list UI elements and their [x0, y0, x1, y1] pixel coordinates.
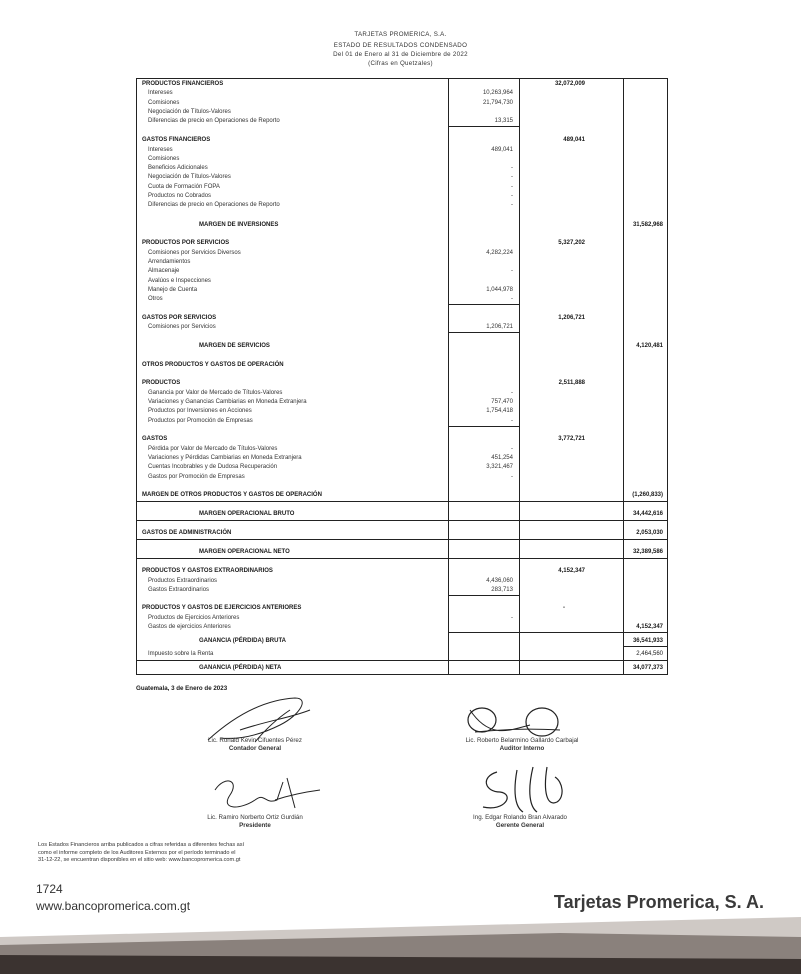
statement-period: Del 01 de Enero al 31 de Diciembre de 2022 — [333, 51, 468, 58]
signatory-role: Presidente — [239, 822, 271, 829]
statement-row: Pérdida por Valor de Mercado de Títulos-Valores - — [148, 446, 513, 452]
statement-row: Diferencias de precio en Operaciones de Reporto - — [148, 202, 513, 208]
brand-name: Tarjetas Promerica, S. A. — [553, 892, 764, 912]
income-statement-table — [136, 78, 668, 675]
statement-row: MARGEN DE INVERSIONES 31,582,968 — [199, 222, 663, 228]
signatory-role: Gerente General — [495, 822, 545, 829]
section-rule — [449, 632, 667, 633]
statement-row: Cuentas Incobrables y de Dudosa Recuperación 3,321,467 — [148, 464, 513, 470]
signature-block-presidente — [155, 814, 355, 830]
statement-row: Arrendamientos — [148, 259, 191, 265]
statement-row: Variaciones y Pérdidas Cambiarias en Moneda Extranjera 451,254 — [148, 455, 513, 461]
signatory-name: Lic. Ronald Kevin Cifuentes Pérez — [208, 737, 302, 744]
section-rule — [137, 660, 667, 661]
statement-row: PRODUCTOS Y GASTOS DE EJERCICIOS ANTERIORES - — [142, 605, 565, 611]
statement-row: PRODUCTOS 2,511,888 — [142, 380, 585, 386]
signatory-role: Auditor Interno — [499, 745, 545, 752]
subtotal-rule — [449, 126, 519, 127]
statement-row: GASTOS DE ADMINISTRACIÓN 2,053,030 — [142, 530, 663, 536]
statement-row: PRODUCTOS FINANCIEROS 32,072,009 — [142, 81, 585, 87]
statement-row: MARGEN DE OTROS PRODUCTOS Y GASTOS DE OPERACIÓN (1,260,833) — [142, 492, 663, 498]
statement-row: Almacenaje - — [148, 268, 513, 274]
website-link[interactable]: www.bancopromerica.com.gt — [36, 899, 191, 913]
statement-row: Avalúos e Inspecciones — [148, 278, 211, 284]
section-rule — [137, 501, 667, 502]
statement-row: Gastos por Promoción de Empresas - — [148, 474, 513, 480]
statement-row: MARGEN DE SERVICIOS 4,120,481 — [199, 343, 663, 349]
signature-gerente — [475, 762, 575, 822]
signature-block-auditor — [422, 737, 622, 753]
statement-row: Intereses 489,041 — [148, 147, 513, 153]
statement-currency: (Cifras en Quetzales) — [368, 60, 433, 67]
signature-block-contador — [155, 737, 355, 753]
subtotal-rule — [449, 332, 519, 333]
statement-row: OTROS PRODUCTOS Y GASTOS DE OPERACIÓN — [142, 362, 284, 368]
signatory-name: Lic. Roberto Belarmino Gallardo Carbajal — [465, 737, 579, 744]
statement-row: MARGEN OPERACIONAL BRUTO 34,442,616 — [199, 511, 663, 517]
statement-row: GANANCIA (PÉRDIDA) BRUTA 36,541,933 — [199, 638, 663, 644]
statement-row: PRODUCTOS POR SERVICIOS 5,327,202 — [142, 240, 585, 246]
statement-row: GASTOS FINANCIEROS 489,041 — [142, 137, 585, 143]
statement-row: Cuota de Formación FOPA - — [148, 184, 513, 190]
statement-row: Gastos de ejercicios Anteriores 4,152,347 — [148, 624, 663, 630]
subtotal-rule — [449, 426, 519, 427]
signature-presidente — [205, 770, 325, 820]
statement-row: Variaciones y Ganancias Cambiarias en Moneda Extranjera 757,470 — [148, 399, 513, 405]
page-number: 1724 — [36, 882, 63, 896]
statement-row: GASTOS 3,772,721 — [142, 436, 585, 442]
signatory-role: Contador General — [228, 745, 282, 752]
statement-row: Ganancia por Valor de Mercado de Títulos-Valores - — [148, 390, 513, 396]
statement-row: Diferencias de precio en Operaciones de Reporto 13,315 — [148, 118, 513, 124]
statement-row: GASTOS POR SERVICIOS 1,206,721 — [142, 315, 585, 321]
statement-row: Productos no Cobrados - — [148, 193, 513, 199]
statement-row: Comisiones por Servicios 1,206,721 — [148, 324, 513, 330]
statement-row: Intereses 10,263,964 — [148, 90, 513, 96]
statement-title: ESTADO DE RESULTADOS CONDENSADO — [333, 42, 468, 49]
statement-row: GANANCIA (PÉRDIDA) NETA 34,077,373 — [199, 665, 663, 671]
footer-decorative-band — [0, 915, 801, 974]
signatory-name: Ing. Edgar Rolando Bran Alvarado — [473, 814, 567, 821]
subtotal-rule — [449, 304, 519, 305]
statement-row: Otros - — [148, 296, 513, 302]
place-and-date: Guatemala, 3 de Enero de 2023 — [136, 685, 228, 692]
statement-row: Gastos Extraordinarios 283,713 — [148, 587, 513, 593]
statement-row: MARGEN OPERACIONAL NETO 32,389,586 — [199, 549, 663, 555]
signature-block-gerente — [420, 814, 620, 830]
statement-row: Comisiones — [148, 156, 180, 162]
signatory-name: Lic. Ramiro Norberto Ortiz Gurdián — [207, 814, 303, 821]
statement-row: Productos de Ejercicios Anteriores - — [148, 615, 513, 621]
statement-row: Negociación de Títulos-Valores — [148, 109, 231, 115]
subtotal-rule — [623, 646, 667, 647]
company-name: TARJETAS PROMERICA, S.A. — [354, 31, 447, 38]
section-rule — [137, 539, 667, 540]
section-rule — [137, 558, 667, 559]
statement-row: Impuesto sobre la Renta 2,464,560 — [148, 651, 663, 657]
statement-row: Beneficios Adicionales - — [148, 165, 513, 171]
statement-row: Manejo de Cuenta 1,044,978 — [148, 287, 513, 293]
statement-row: Productos por Inversiones en Acciones 1,754,418 — [148, 408, 513, 414]
statement-row: Productos por Promoción de Empresas - — [148, 418, 513, 424]
statement-row: PRODUCTOS Y GASTOS EXTRAORDINARIOS 4,152,347 — [142, 568, 585, 574]
statement-row: Negociación de Títulos-Valores - — [148, 174, 513, 180]
statement-row: Comisiones 21,794,730 — [148, 100, 513, 106]
footnote: Los Estados Financieros arriba publicados a cifras referidas a diferentes fechas así como el informe completo de los Auditores Externos por el período terminado el 31-12-22, se encuentran disponibles en el sitio web: www.bancopromerica.com.gt — [38, 842, 245, 864]
statement-row: Productos Extraordinarios 4,436,060 — [148, 578, 513, 584]
statement-row: Comisiones por Servicios Diversos 4,282,224 — [148, 250, 513, 256]
subtotal-rule — [449, 595, 519, 596]
section-rule — [137, 520, 667, 521]
